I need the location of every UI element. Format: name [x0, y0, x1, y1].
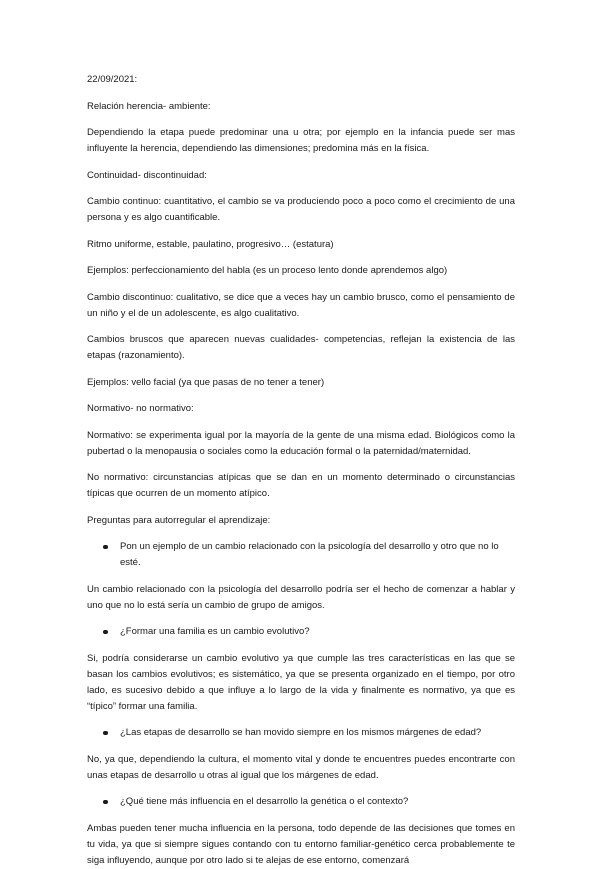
question-bullet [87, 794, 515, 810]
paragraph: Ejemplos: perfeccionamiento del habla (es un proceso lento donde aprendemos algo) [87, 265, 448, 276]
paragraph: Cambio discontinuo: cualitativo, se dice que a veces hay un cambio brusco, como el pensamiento de un niño y el de un adolescente, es algo cualitativo. [87, 291, 515, 319]
paragraph: Cambios bruscos que aparecen nuevas cualidades- competencias, reflejan la existencia de las etapas (razonamiento). [87, 334, 515, 361]
bullet-icon [103, 800, 108, 805]
question-bullet [87, 539, 515, 571]
section-heading-normativo: Normativo- no normativo: [87, 403, 194, 414]
paragraph: Dependiendo la etapa puede predominar una u otra; por ejemplo en la infancia puede ser mas influyente la herencia, dependiendo las dimensiones; predomina más en la física. [87, 127, 515, 154]
bullet-icon [103, 731, 108, 736]
date-heading: 22/09/2021: [87, 74, 138, 85]
bullet-icon [103, 545, 108, 550]
question-bullet [87, 624, 515, 640]
question-text: ¿Formar una familia es un cambio evolutivo? [120, 626, 310, 637]
answer-paragraph: Si, podría considerarse un cambio evolutivo ya que cumple las tres características en las que se basan los cambios evolutivos; es sistemático, ya que se presenta organizado en el tiempo, por otro lado, es sucesivo debido a que influye a lo largo de la vida y finalmente es normativo, ya que es “típico” formar una familia. [87, 652, 515, 712]
question-text: Pon un ejemplo de un cambio relacionado con la psicología del desarrollo y otro que no lo esté. [120, 541, 499, 568]
section-heading-continuidad: Continuidad- discontinuidad: [87, 169, 207, 181]
section-heading-preguntas: Preguntas para autorregular el aprendizaje: [87, 514, 271, 526]
paragraph: Cambio continuo: cuantitativo, el cambio se va produciendo poco a poco como el crecimiento de una persona y es algo cuantificable. [87, 196, 515, 223]
paragraph: Ejemplos: vello facial (ya que pasas de no tener a tener) [87, 376, 325, 388]
question-bullet [87, 725, 515, 741]
answer-paragraph: No, ya que, dependiendo la cultura, el momento vital y donde te encuentres puedes encontrarte con unas etapas de desarrollo u otras al igual que los márgenes de edad. [87, 753, 515, 781]
question-text: ¿Las etapas de desarrollo se han movido siempre en los mismos márgenes de edad? [120, 727, 482, 738]
section-heading-herencia-ambiente: Relación herencia- ambiente: [87, 100, 211, 112]
answer-paragraph: Un cambio relacionado con la psicología del desarrollo podría ser el hecho de comenzar a hablar y uno que no lo está sería un cambio de grupo de amigos. [87, 583, 515, 611]
paragraph: Normativo: se experimenta igual por la mayoría de la gente de una misma edad. Biológicos como la pubertad o la menopausia o sociales como la educación formal o la paternidad/maternidad. [87, 429, 515, 457]
bullet-icon [103, 630, 108, 635]
paragraph: Ritmo uniforme, estable, paulatino, progresivo… (estatura) [87, 238, 334, 250]
question-text: ¿Qué tiene más influencia en el desarrollo la genética o el contexto? [120, 796, 409, 807]
paragraph: No normativo: circunstancias atípicas que se dan en un momento determinado o circunstancias típicas que ocurren de un momento atípico. [87, 472, 515, 499]
answer-paragraph: Ambas pueden tener mucha influencia en la persona, todo depende de las decisiones que tomes en tu vida, ya que si siempre sigues contando con tu entorno familiar-genético cerca probablemente te siga influyendo, aunque por otro lado si te alejas de ese entorno, comenzará [87, 822, 515, 866]
